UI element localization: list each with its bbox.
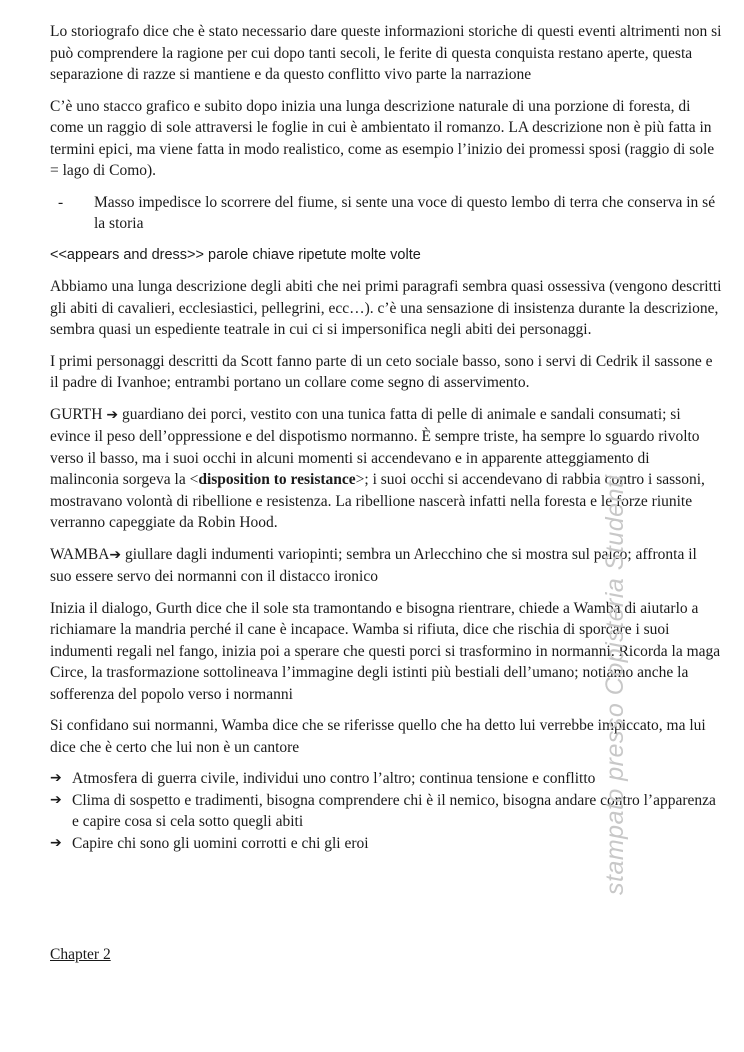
arrow-item-text: Capire chi sono gli uomini corrotti e chi gli eroi — [72, 834, 369, 852]
gurth-text-after: >; i suoi occhi si accendevano di rabbia contro i sassoni, mostravano volontà di ribellione e resistenza. La ribellione nascerà infatti nella foresta e le forze riunite verranno capeggiate da Robin Hood. — [50, 471, 705, 531]
gurth-name: GURTH — [50, 405, 103, 423]
dash-marker: - — [58, 193, 64, 211]
arrow-item-text: Atmosfera di guerra civile, individui uno contro l’altro; continua tensione e conflitto — [72, 770, 596, 787]
paragraph-stacco-grafico: C’è uno stacco grafico e subito dopo inizia una lunga descrizione naturale di una porzione di foresta, di come un raggio di sole attraversi le foglie in cui è ambientato il romanzo. LA descrizione non è più fatta in termini epici, ma viene fatta in modo realistico, come as esempio l’inizio dei promessi sposi (raggio di sole = lago di Como). — [50, 97, 715, 179]
paragraph-storiografo: Lo storiografo dice che è stato necessario dare queste informazioni storiche di questi eventi altrimenti non si può comprendere la ragione per cui dopo tanti secoli, le ferite di questa conquista restano aperte, questa separazione di razze si mantiene e da questo conflitto vivo parte la narrazione — [50, 23, 722, 83]
arrow-right-icon: ➔ — [50, 770, 62, 786]
paragraph-personaggi: I primi personaggi descritti da Scott fanno parte di un ceto sociale basso, sono i servi di Cedrik il sassone e il padre di Ivanhoe; entrambi portano un collare come segno di asservimento. — [50, 352, 713, 391]
wamba-name: WAMBA — [50, 545, 110, 563]
paragraph-abiti: Abbiamo una lunga descrizione degli abiti che nei primi paragrafi sembra quasi ossessiva (vengono descritti gli abiti di cavalieri, ecclesiastici, pellegrini, ecc…). c’è una sensazione di insistenza durante la descrizione, sembra quasi un espediente teatrale in cui ci si impersonifica negli abiti dei personaggi. — [50, 278, 722, 338]
arrow-item-text: Clima di sospetto e tradimenti, bisogna comprendere chi è il nemico, bisogna andare contro l’apparenza e capire cosa si cela sotto quegli abiti — [72, 791, 716, 830]
arrow-right-icon: ➔ — [50, 791, 62, 808]
gurth-text-before: guardiano dei porci, vestito con una tunica fatta di pelle di animale e sandali consumati; si evince il peso dell’oppressione e del dispotismo normanno. È sempre triste, ha sempre lo sguardo rivolto verso il basso, ma i suoi occhi in alcuni momenti si accendevano e in apparente atteggiamento di malinconia sorgeva la < — [50, 405, 700, 488]
arrow-right-icon: ➔ — [109, 546, 122, 563]
keywords-line: <<appears and dress>> parole chiave ripetute molte volte — [50, 246, 421, 263]
chapter-heading: Chapter 2 — [50, 946, 111, 963]
dash-item-text: Masso impedisce lo scorrere del fiume, si sente una voce di questo lembo di terra che conserva in sé la storia — [94, 193, 716, 232]
wamba-text: giullare dagli indumenti variopinti; sembra un Arlecchino che si mostra sul palco; affronta il suo essere servo dei normanni con il distacco ironico — [50, 545, 697, 585]
dash-list-item — [50, 192, 722, 235]
arrow-right-icon: ➔ — [106, 406, 119, 423]
watermark: stampato presso Copisteria Studenti — [601, 474, 629, 895]
arrow-right-icon: ➔ — [50, 834, 62, 851]
paragraph-dialogo: Inizia il dialogo, Gurth dice che il sole sta tramontando e bisogna rientrare, chiede a Wamba di aiutarlo a richiamare la mandria perché il cane è incapace. Wamba si rifiuta, dice che rischia di sporcare i suoi indumenti regali nel fango, inizia poi a sperare che questi porci si trasformino in normanni. Ricorda la maga Circe, la trasformazione sottolineava l’immagine degli istinti più bestiali dell’umano; notiamo anche la sofferenza del popolo verso i normanni — [50, 599, 721, 703]
gurth-bold-phrase: disposition to resistance — [198, 471, 356, 488]
paragraph-confidano: Si confidano sui normanni, Wamba dice che se riferisse quello che ha detto lui verrebbe impiccato, ma lui dice che è certo che lui non è un cantore — [50, 717, 706, 756]
